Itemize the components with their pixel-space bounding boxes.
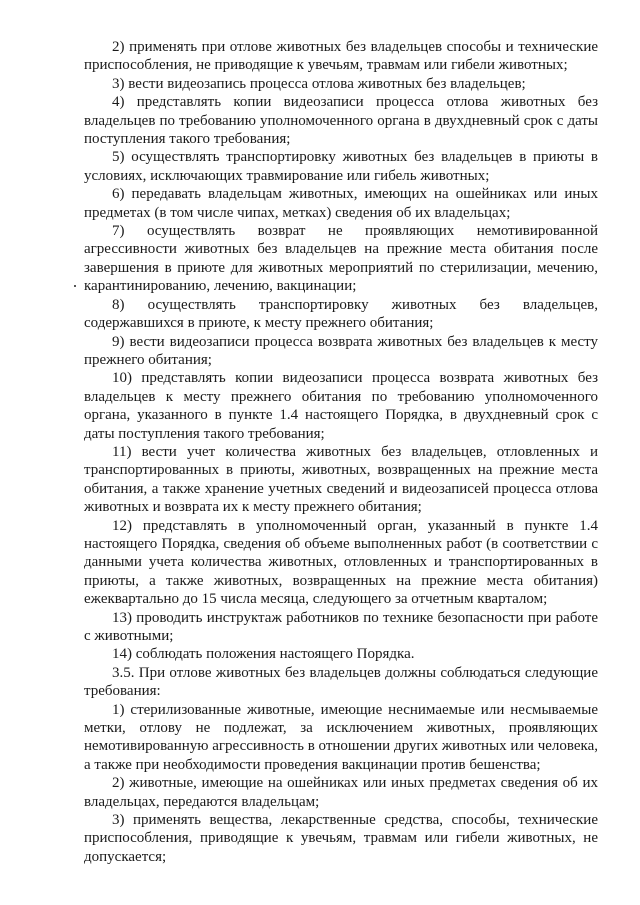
paragraph-3: 3) вести видеозапись процесса отлова животных без владельцев; bbox=[112, 75, 526, 92]
paragraph-5: 5) осуществлять транспортировку животных без владельцев в приюты в условиях, исключающих травмирование или гибель животных; bbox=[84, 149, 598, 184]
paragraph-9: 9) вести видеозаписи процесса возврата животных без владельцев к месту прежнего обитания; bbox=[84, 333, 598, 368]
paragraph-4: 4) представлять копии видеозаписи процесса отлова животных без владельцев по требованию уполномоченного органа в двухдневный срок с даты поступления такого требования; bbox=[84, 94, 598, 148]
scan-speck bbox=[74, 285, 76, 287]
paragraph-8: 8) осуществлять транспортировку животных без владельцев, содержавшихся в приюте, к месту прежнего обитания; bbox=[84, 296, 598, 332]
paragraph-6: 6) передавать владельцам животных, имеющих на ошейниках или иных предметах (в том числе чипах, метках) сведения об их владельцах; bbox=[84, 186, 598, 221]
requirement-1: 1) стерилизованные животные, имеющие неснимаемые или несмываемые метки, отлову не подлежат, за исключением животных, проявляющих немотивированную агрессивность в отношении других животных или человека, а также при необходимости проведения вакцинации против бешенства; bbox=[84, 701, 598, 773]
paragraph-11: 11) вести учет количества животных без владельцев, отловленных и транспортированных в приюты, животных, возвращенных на прежние места обитания, а также хранение учетных сведений и видеозаписей процесса отлова животных и возврата их к месту прежнего обитания; bbox=[84, 443, 598, 516]
paragraph-10: 10) представлять копии видеозаписи процесса возврата животных без владельцев к месту прежнего обитания по требованию уполномоченного органа, указанного в пункте 1.4 настоящего Порядка, в двухдневный срок с даты поступления такого требования; bbox=[84, 370, 598, 442]
paragraph-12: 12) представлять в уполномоченный орган, указанный в пункте 1.4 настоящего Порядка, сведения об объеме выполненных работ (в соответствии с данными учета количества животных, отловленных и транспортированных в приюты, а также животных, возвращенных на прежние места обитания) ежеквартально до 15 числа месяца, следующего за отчетным кварталом; bbox=[84, 517, 598, 608]
paragraph-7: 7) осуществлять возврат не проявляющих немотивированной агрессивности животных без владельцев на прежние места обитания после завершения в приюте для животных мероприятий по стерилизации, мечению, карантинированию, лечению, вакцинации; bbox=[84, 223, 598, 295]
requirement-3: 3) применять вещества, лекарственные средства, способы, технические приспособления, приводящие к увечьям, травмам или гибели животных, не допускается; bbox=[84, 812, 598, 865]
paragraph-2: 2) применять при отлове животных без владельцев способы и технические приспособления, не приводящие к увечьям, травмам или гибели животных; bbox=[84, 39, 598, 74]
document-page bbox=[84, 38, 598, 866]
paragraph-13: 13) проводить инструктаж работников по технике безопасности при работе с животными; bbox=[84, 609, 598, 644]
section-3-5-heading: 3.5. При отлове животных без владельцев должны соблюдаться следующие требования: bbox=[84, 664, 598, 700]
requirement-2: 2) животные, имеющие на ошейниках или иных предметах сведения об их владельцах, передаются владельцам; bbox=[84, 775, 598, 810]
paragraph-14: 14) соблюдать положения настоящего Порядка. bbox=[112, 646, 415, 663]
